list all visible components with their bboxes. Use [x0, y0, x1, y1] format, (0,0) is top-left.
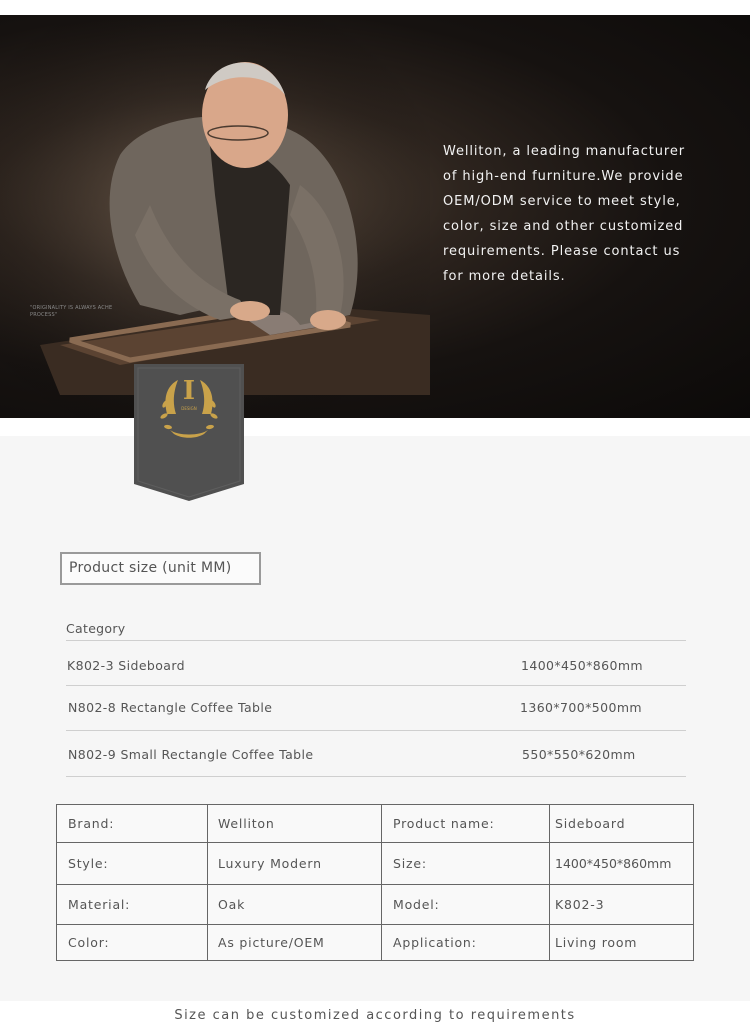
table-row	[57, 925, 694, 961]
spec-label: Product name:	[382, 805, 550, 843]
spec-label: Model:	[382, 885, 550, 925]
category-size: 550*550*620mm	[522, 747, 636, 762]
divider	[66, 640, 686, 641]
divider	[66, 730, 686, 731]
category-row	[66, 700, 686, 720]
category-size: 1360*700*500mm	[520, 700, 642, 715]
hero-banner	[0, 15, 750, 418]
spec-value: Luxury Modern	[208, 843, 382, 885]
divider	[66, 685, 686, 686]
award-badge	[134, 364, 244, 501]
category-row	[66, 747, 686, 767]
photo-caption: "ORIGINALITY IS ALWAYS ACHE PROCESS"	[30, 305, 113, 318]
spec-label: Size:	[382, 843, 550, 885]
spec-label: Brand:	[57, 805, 208, 843]
badge-ribbon-text: DESIGN	[181, 406, 197, 411]
category-name: N802-8 Rectangle Coffee Table	[68, 700, 273, 715]
divider	[66, 776, 686, 777]
spec-value: Living room	[550, 925, 694, 961]
spec-value: Sideboard	[550, 805, 694, 843]
product-size-title: Product size (unit MM)	[60, 552, 261, 585]
company-intro: Welliton, a leading manufacturer of high-end furniture.We provide OEM/ODM service to meet style, color, size and other customized requirements. Please contact us for more details.	[443, 144, 685, 284]
spec-value: K802-3	[550, 885, 694, 925]
table-row	[57, 843, 694, 885]
spec-label: Color:	[57, 925, 208, 961]
badge-letter: I	[182, 376, 196, 406]
spec-table	[56, 804, 694, 961]
category-row	[66, 658, 686, 678]
table-row	[57, 885, 694, 925]
category-name: K802-3 Sideboard	[67, 658, 186, 673]
craftsman-photo	[0, 15, 430, 418]
customization-note: Size can be customized according to requirements	[174, 1008, 576, 1023]
table-row	[57, 805, 694, 843]
category-name: N802-9 Small Rectangle Coffee Table	[68, 747, 314, 762]
spec-value: 1400*450*860mm	[550, 843, 694, 885]
spec-value: Welliton	[208, 805, 382, 843]
spec-value: As picture/OEM	[208, 925, 382, 961]
spec-value: Oak	[208, 885, 382, 925]
spec-label: Material:	[57, 885, 208, 925]
category-header: Category	[66, 621, 126, 636]
category-size: 1400*450*860mm	[521, 658, 643, 673]
spec-label: Style:	[57, 843, 208, 885]
spec-label: Application:	[382, 925, 550, 961]
